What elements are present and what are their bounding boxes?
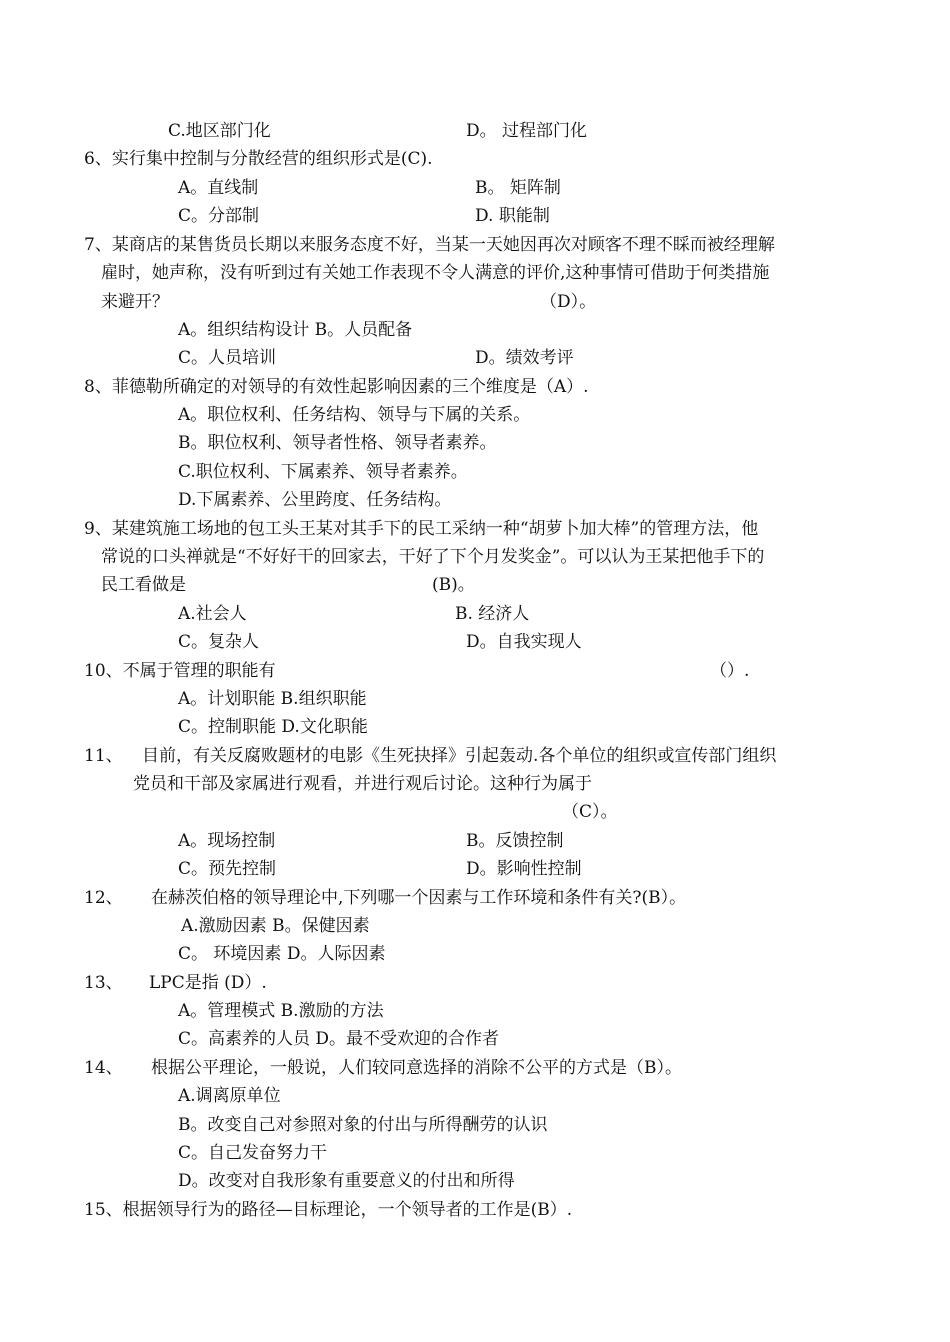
option-q5-c: C.地区部门化 (168, 121, 271, 141)
option-q11-d: D。影响性控制 (466, 859, 582, 879)
question-12: 在赫茨伯格的领导理论中,下列哪一个因素与工作环境和条件有关?(B）。 (151, 888, 687, 908)
option-q10-cd: C。控制职能 D.文化职能 (178, 717, 368, 737)
question-14: 根据公平理论，一般说，人们较同意选择的消除不公平的方式是（B）。 (151, 1058, 682, 1078)
question-11-answer: （C）。 (562, 802, 618, 822)
question-9-line1: 9、某建筑施工场地的包工头王某对其手下的民工采纳一种“胡萝卜加大棒”的管理方法，他 (84, 519, 759, 539)
option-q9-b: B. 经济人 (455, 604, 530, 624)
option-q13-cd: C。高素养的人员 D。最不受欢迎的合作者 (178, 1029, 500, 1049)
question-10-answer: （）. (710, 661, 750, 681)
option-q12-cd: C。 环境因素 D。人际因素 (178, 944, 386, 964)
question-11-line1: 目前，有关反腐败题材的电影《生死抉择》引起轰动.各个单位的组织或宣传部门组织 (142, 746, 777, 766)
question-12-number: 12、 (84, 888, 123, 908)
question-7-line3: 来避开？ (101, 292, 169, 312)
option-q10-ab: A。计划职能 B.组织职能 (178, 689, 367, 709)
option-q14-a: A.调离原单位 (178, 1086, 281, 1106)
question-9-answer: (B)。 (432, 575, 475, 595)
question-13-number: 13、 (84, 973, 123, 993)
option-q12-ab: A.激励因素 B。保健因素 (181, 916, 370, 936)
question-8: 8、菲德勒所确定的对领导的有效性起影响因素的三个维度是（A）. (84, 377, 589, 397)
question-11-number: 11、 (84, 746, 123, 766)
option-q14-c: C。自己发奋努力干 (178, 1143, 328, 1163)
question-10: 10、不属于管理的职能有 (84, 661, 276, 681)
question-13: LPC是指 (D）. (149, 973, 267, 993)
option-q8-b: B。职位权利、领导者性格、领导者素养。 (178, 433, 497, 453)
option-q7-c: C。人员培训 (178, 348, 277, 368)
option-q7-ab: A。组织结构设计 B。人员配备 (178, 320, 413, 340)
option-q9-a: A.社会人 (178, 604, 247, 624)
option-q5-d: D。 过程部门化 (466, 121, 588, 141)
option-q9-c: C。复杂人 (178, 632, 260, 652)
option-q6-a: A。直线制 (178, 178, 259, 198)
option-q7-d: D。绩效考评 (475, 348, 574, 368)
question-9-line2: 常说的口头禅就是“不好好干的回家去，干好了下个月发奖金”。可以认为王某把他手下的 (101, 547, 765, 567)
question-9-line3: 民工看做是 (101, 575, 186, 595)
option-q6-d: D. 职能制 (475, 206, 550, 226)
question-7-line2: 雇时，她声称，没有听到过有关她工作表现不令人满意的评价,这种事情可借助于何类措施 (101, 263, 770, 283)
question-11-line2: 党员和干部及家属进行观看，并进行观后讨论。这种行为属于 (133, 774, 592, 794)
option-q8-c: C.职位权利、下属素养、领导者素养。 (178, 462, 468, 482)
question-6: 6、实行集中控制与分散经营的组织形式是(C). (84, 149, 433, 169)
question-15: 15、根据领导行为的路径—目标理论，一个领导者的工作是(B）. (84, 1200, 573, 1220)
option-q13-ab: A。管理模式 B.激励的方法 (178, 1001, 384, 1021)
option-q14-d: D。改变对自我形象有重要意义的付出和所得 (178, 1171, 515, 1191)
option-q14-b: B。改变自己对参照对象的付出与所得酬劳的认识 (178, 1115, 548, 1135)
question-7-answer: （D）。 (540, 292, 597, 312)
question-14-number: 14、 (84, 1058, 123, 1078)
option-q11-a: A。现场控制 (178, 831, 276, 851)
option-q8-d: D.下属素养、公里跨度、任务结构。 (178, 490, 452, 510)
question-7-line1: 7、某商店的某售货员长期以来服务态度不好，当某一天她因再次对顾客不理不睬而被经理解 (84, 235, 775, 255)
option-q11-b: B。反馈控制 (466, 831, 564, 851)
option-q8-a: A。职位权利、任务结构、领导与下属的关系。 (178, 405, 531, 425)
option-q6-b: B。 矩阵制 (475, 178, 561, 198)
option-q9-d: D。自我实现人 (466, 632, 582, 652)
option-q11-c: C。预先控制 (178, 859, 277, 879)
option-q6-c: C。分部制 (178, 206, 260, 226)
